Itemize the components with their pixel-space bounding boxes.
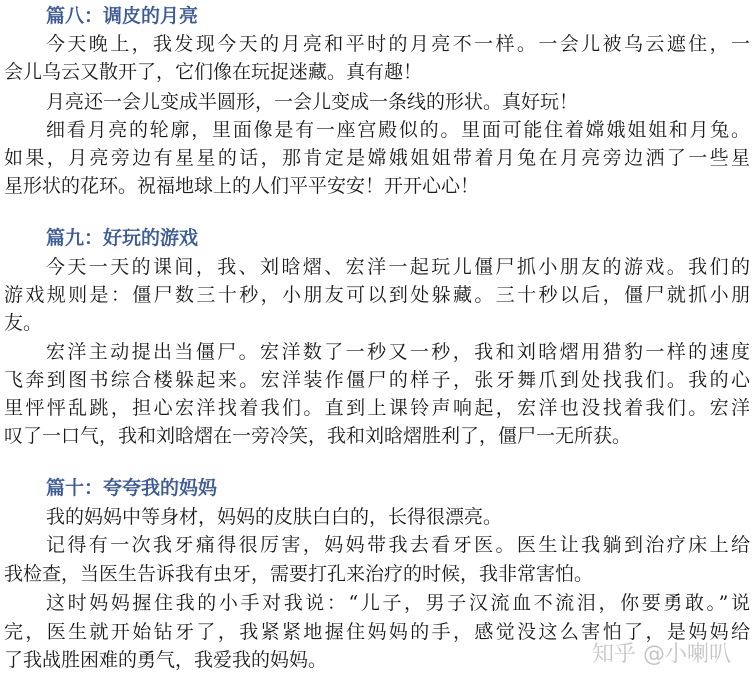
text-line: 了我战胜困难的勇气，我爱我的妈妈。 — [4, 649, 328, 671]
text-line: 会儿乌云又散开了，它们像在玩捉迷藏。真有趣！ — [4, 61, 423, 83]
text-line: 我的妈妈中等身材，妈妈的皮肤白白的，长得很漂亮。 — [46, 506, 503, 528]
text-line: 今天一天的课间，我、刘晗熠、宏洋一起玩儿僵尸抓小朋友的游戏。我们的 — [46, 256, 750, 278]
text-line: 友。 — [4, 312, 43, 334]
text-line: 飞奔到图书综合楼躲起来。宏洋装作僵尸的样子，张牙舞爪到处找我们。我的心 — [4, 369, 750, 391]
text-line: 叹了一口气，我和刘晗熠在一旁冷笑，我和刘晗熠胜利了，僵尸一无所获。 — [4, 425, 632, 447]
text-line: 里怦怦乱跳，担心宏洋找着我们。直到上课铃声响起，宏洋也没找着我们。宏洋 — [4, 397, 750, 419]
section-title: 篇九：好玩的游戏 — [46, 227, 199, 249]
text-line: 记得有一次我牙痛得很厉害，妈妈带我去看牙医。医生让我躺到治疗床上给 — [46, 534, 750, 556]
text-line: 今天晚上，我发现今天的月亮和平时的月亮不一样。一会儿被乌云遮住，一 — [46, 33, 750, 55]
watermark: 知乎 @小喇叭 — [592, 642, 731, 667]
section-title: 篇十：夸夸我的妈妈 — [46, 477, 218, 499]
text-line: 游戏规则是：僵尸数三十秒，小朋友可以到处躲藏。三十秒以后，僵尸就抓小朋 — [4, 284, 750, 306]
text-line: 我检查，当医生告诉我有虫牙，需要打孔来治疗的时候，我非常害怕。 — [4, 563, 594, 585]
text-line: 星形状的花环。祝福地球上的人们平平安安！开开心心！ — [4, 175, 480, 197]
text-line: 细看月亮的轮廓，里面像是有一座宫殿似的。里面可能住着嫦娥姐姐和月兔。 — [46, 119, 750, 141]
text-line: 月亮还一会儿变成半圆形，一会儿变成一条线的形状。真好玩！ — [46, 91, 579, 113]
text-line: 这时妈妈握住我的小手对我说：“儿子，男子汉流血不流泪，你要勇敢。”说 — [46, 592, 750, 614]
text-line: 如果，月亮旁边有星星的话，那肯定是嫦娥姐姐带着月兔在月亮旁边洒了一些星 — [4, 147, 750, 169]
text-line: 完，医生就开始钻牙了，我紧紧地握住妈妈的手，感觉没这么害怕了，是妈妈给 — [4, 621, 750, 643]
text-line: 宏洋主动提出当僵尸。宏洋数了一秒又一秒，我和刘晗熠用猎豹一样的速度 — [46, 341, 750, 363]
section-title: 篇八：调皮的月亮 — [46, 5, 199, 27]
